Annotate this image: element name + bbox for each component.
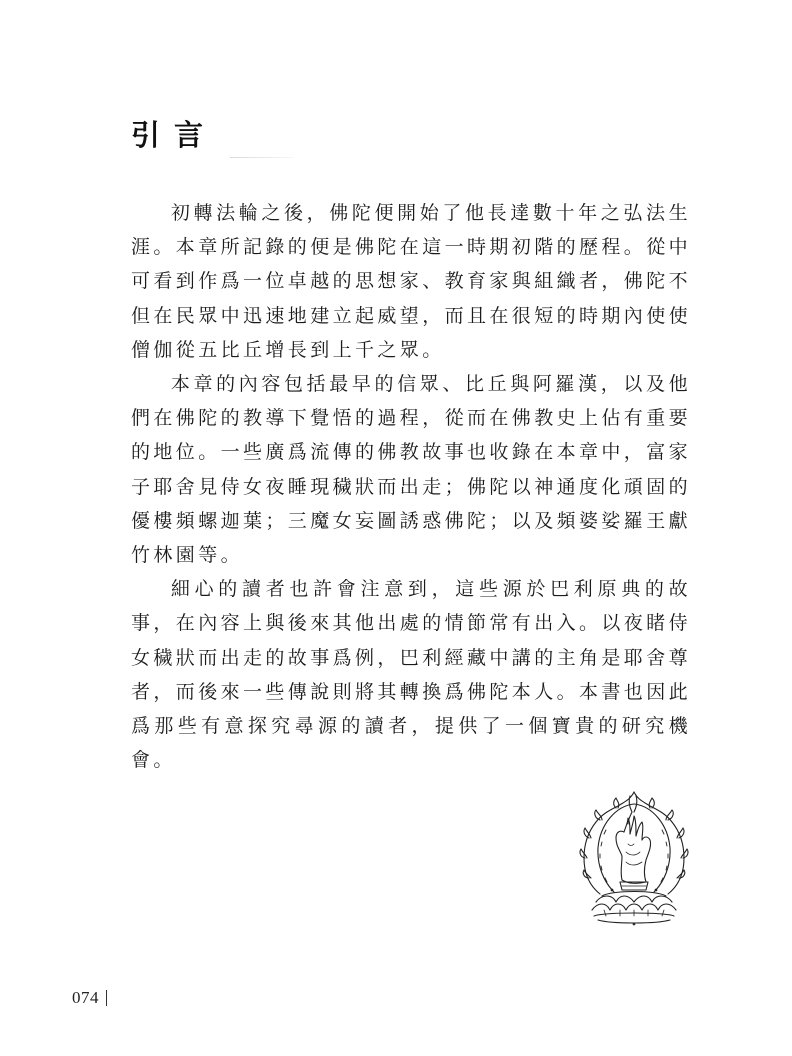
- chapter-title: 引言: [131, 118, 218, 152]
- page-footer: [72, 988, 107, 1008]
- paragraph-3: 細心的讀者也許會注意到，這些源於巴利原典的故事，在內容上與後來其他出處的情節常有出入。以夜睹侍女穢狀而出走的故事爲例，巴利經藏中講的主角是耶舍尊者，而後來一些傳說則將其轉換爲佛陀本人。本書也因此爲那些有意探究尋源的讀者，提供了一個寶貴的研究機會。: [131, 578, 692, 772]
- page-number: 074: [72, 988, 99, 1007]
- body-text: [131, 196, 691, 777]
- paragraph-2: 本章的內容包括最早的信眾、比丘與阿羅漢，以及他們在佛陀的教導下覺悟的過程，從而在佛教史上佔有重要的地位。一些廣爲流傳的佛教故事也收錄在本章中，富家子耶舍見侍女夜睡現穢狀而出走；佛陀以神通度化頑固的優樓頻螺迦葉；三魔女妄圖誘惑佛陀；以及頻婆娑羅王獻竹林園等。: [131, 373, 692, 567]
- paragraph-1: 初轉法輪之後，佛陀便開始了他長達數十年之弘法生涯。本章所記錄的便是佛陀在這一時期初階的歷程。從中可看到作爲一位卓越的思想家、教育家與組織者，佛陀不但在民眾中迅速地建立起威望，而且在很短的時期內使使僧伽從五比丘增長到上千之眾。: [131, 202, 692, 361]
- footer-separator: [106, 990, 107, 1006]
- scan-artifact-line: [230, 157, 294, 158]
- buddha-hand-mudra-icon: [572, 786, 696, 936]
